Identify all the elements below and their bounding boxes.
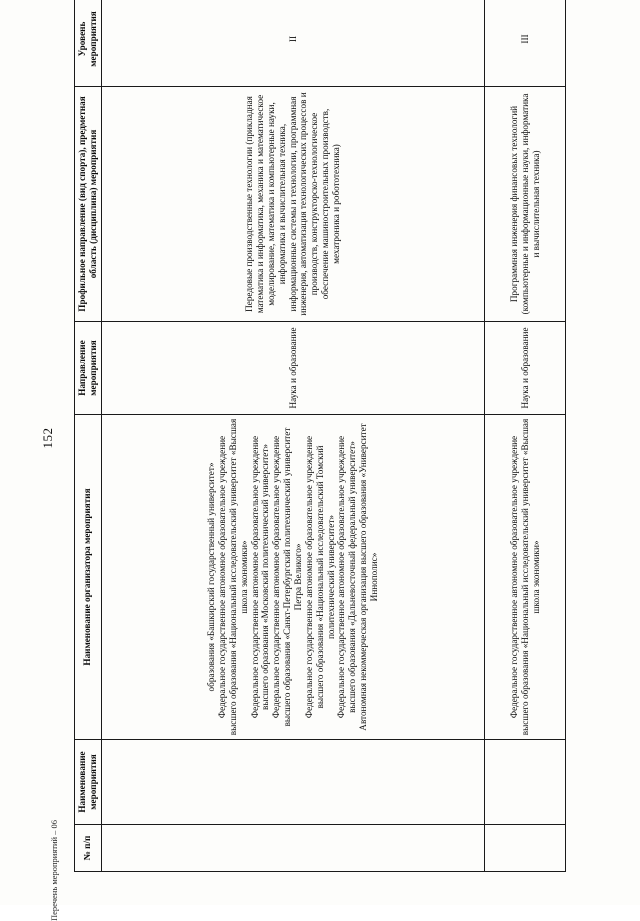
cell-event-name [101,739,485,824]
cell-profile: Программная инженерия финансовых технологий (компьютерные и информационные науки, информатика и вычислительная техника) [485,86,566,321]
events-table [74,0,566,872]
cell-number [485,824,566,871]
table-row [485,0,566,871]
cell-direction: Наука и образование [485,321,566,414]
column-header-profile: Профильное направление (вид спорта), предметная область (дисциплина) мероприятия [75,86,102,321]
column-header-number [75,824,102,871]
organizer-item: Федеральное государственное автономное образовательное учреждение высшего образования «Национальный исследовательский Томский политехнический университет» [303,435,336,718]
table-header [75,0,102,871]
cell-profile: Передовые производственные технологии (прикладная математика и информатика, механика и математическое моделирование, математика и компьютерные науки, информатика и вычислительная техника, информационные системы и технологии, программная инженерия, автоматизация технологических процессов и производств, конструкторско-технологическое обеспечение машиностроительных производств, мехатроника и робототехника) [101,86,485,321]
cell-event-name [485,739,566,824]
organizer-item: Федеральное государственное автономное образовательное учреждение высшего образования «Национальный исследовательский университет «Высшая школа экономики» [508,418,541,735]
header-row [75,0,102,871]
table-row [101,0,485,871]
cell-organizer [101,414,485,739]
column-header-event-name: Наименование мероприятия [75,739,102,824]
column-header-level: Уровень мероприятия [75,0,102,86]
footer-note: Перечень мероприятий – 06 [49,819,59,921]
organizer-item: Федеральное государственное автономное образовательное учреждение высшего образования «Московский политехнический университет» [249,435,271,718]
cell-direction: Наука и образование [101,321,485,414]
cell-level: III [485,0,566,86]
page-number: 152 [40,427,55,449]
organizer-item: Федеральное государственное автономное образовательное учреждение высшего образования «Дальневосточный федеральный университет» [336,435,358,718]
organizer-item: Федеральное государственное автономное образовательное учреждение высшего образования «Национальный исследовательский университет «Высшая школа экономики» [217,418,249,735]
organizer-item: Федеральное государственное автономное образовательное учреждение высшего образования «Санкт-Петербургский политехнический университет Петра Великого» [271,427,304,726]
rotated-table-container [74,10,566,872]
column-header-organizer: Наименование организатора мероприятия [75,414,102,739]
cell-organizer [485,414,566,739]
organizer-item: образования «Башкирский государственный университет» [206,462,217,691]
cell-number [101,824,485,871]
table-body [101,0,565,871]
cell-level: II [101,0,485,86]
organizer-item: Автономная некоммерческая организация высшего образования «Университет Иннополис» [358,422,380,731]
column-header-direction: Направление мероприятия [75,321,102,414]
header-number-line1: № п/п [82,835,93,860]
